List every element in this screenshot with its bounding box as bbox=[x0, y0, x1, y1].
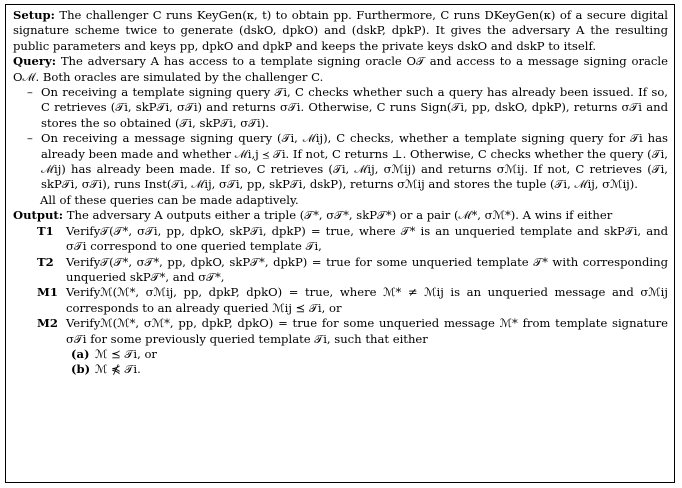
condition-text: Verify𝒯(𝒯*, σ𝒯*, pp, dpkO, skP𝒯*, dpkP) = true for some unqueried template 𝒯* with corresponding unqueried skP𝒯*, and σ𝒯*, bbox=[66, 254, 668, 284]
security-game-box bbox=[5, 4, 675, 483]
list-item bbox=[27, 131, 668, 193]
output-label: Output: bbox=[13, 208, 64, 223]
subcondition-text: ℳ ⋠ 𝒯i. bbox=[95, 362, 141, 377]
message-oracle-description: On receiving a message signing query (𝒯i, ℳij), C checks, whether a template signing query for 𝒯i has already been made and whether ℳi,j ⪯ 𝒯i. If not, C returns ⊥. Otherwise, C checks whether the query (𝒯i, ℳij) has already been made. If so, C retrieves (𝒯i, ℳij, σℳij) and returns σℳij. If not, C retrieves (𝒯i, skP𝒯i, σ𝒯i), runs Inst(𝒯i, ℳij, σ𝒯i, pp, skP𝒯i, dskP), returns σℳij and stores the tuple (𝒯i, ℳij, σℳij). bbox=[41, 131, 668, 192]
query-oracle-list bbox=[13, 85, 668, 193]
query-label: Query: bbox=[13, 54, 57, 69]
subcondition-tag: (b) bbox=[71, 362, 91, 377]
adaptive-note: All of these queries can be made adaptively. bbox=[40, 192, 299, 207]
query-text: The adversary A has access to a template signing oracle O𝒯 and access to a message signing oracle Oℳ. Both oracles are simulated by the challenger C. bbox=[13, 54, 668, 84]
condition-text: Verify𝒯(𝒯*, σ𝒯i, pp, dpkO, skP𝒯i, dpkP) = true, where 𝒯* is an unqueried template and skP𝒯i, and σ𝒯i correspond to one queried template 𝒯i, bbox=[66, 223, 668, 254]
subcondition-b bbox=[13, 362, 668, 377]
dash-bullet: – bbox=[27, 131, 33, 146]
subcondition-text: ℳ ⪯ 𝒯i, or bbox=[95, 346, 157, 361]
dash-bullet: – bbox=[27, 85, 33, 100]
setup-paragraph bbox=[13, 8, 668, 54]
list-item bbox=[27, 85, 668, 131]
condition-m1 bbox=[13, 285, 668, 316]
subcondition-tag: (a) bbox=[71, 346, 90, 361]
setup-label: Setup: bbox=[13, 8, 55, 22]
condition-t1 bbox=[13, 224, 668, 255]
subcondition-a bbox=[13, 347, 668, 362]
condition-text: Verifyℳ(ℳ*, σℳ*, pp, dpkP, dpkO) = true for some unqueried message ℳ* from template signature σ𝒯i for some previously queried template 𝒯i, such that either bbox=[66, 316, 668, 346]
condition-text: Verifyℳ(ℳ*, σℳij, pp, dpkP, dpkO) = true, where ℳ* ≠ ℳij is an unqueried message and σℳij corresponds to an already queried ℳij ⪯ 𝒯i, or bbox=[66, 285, 668, 315]
template-oracle-description: On receiving a template signing query 𝒯i, C checks whether such a query has already been issued. If so, C retrieves (𝒯i, skP𝒯i, σ𝒯i) and returns σ𝒯i. Otherwise, C runs Sign(𝒯i, pp, dskO, dpkP), returns σ𝒯i and stores the so obtained (𝒯i, skP𝒯i, σ𝒯i). bbox=[41, 85, 668, 130]
condition-tag: T2 bbox=[37, 254, 54, 269]
condition-t2 bbox=[13, 255, 668, 286]
condition-tag: M1 bbox=[37, 285, 58, 300]
condition-tag: M2 bbox=[37, 316, 58, 331]
query-paragraph bbox=[13, 54, 668, 85]
condition-m2 bbox=[13, 316, 668, 347]
setup-text: The challenger C runs KeyGen(κ, t) to obtain pp. Furthermore, C runs DKeyGen(κ) of a secure digital signature scheme twice to generate (dskO, dpkO) and (dskP, dpkP). It gives the adversary A the resulting public parameters and keys pp, dpkO and dpkP and keeps the private keys dskO and dskP to itself. bbox=[13, 8, 669, 53]
output-text: The adversary A outputs either a triple (𝒯*, σ𝒯*, skP𝒯*) or a pair (ℳ*, σℳ*). A wins if either bbox=[66, 208, 613, 223]
condition-tag: T1 bbox=[37, 223, 54, 238]
output-paragraph bbox=[13, 208, 668, 223]
